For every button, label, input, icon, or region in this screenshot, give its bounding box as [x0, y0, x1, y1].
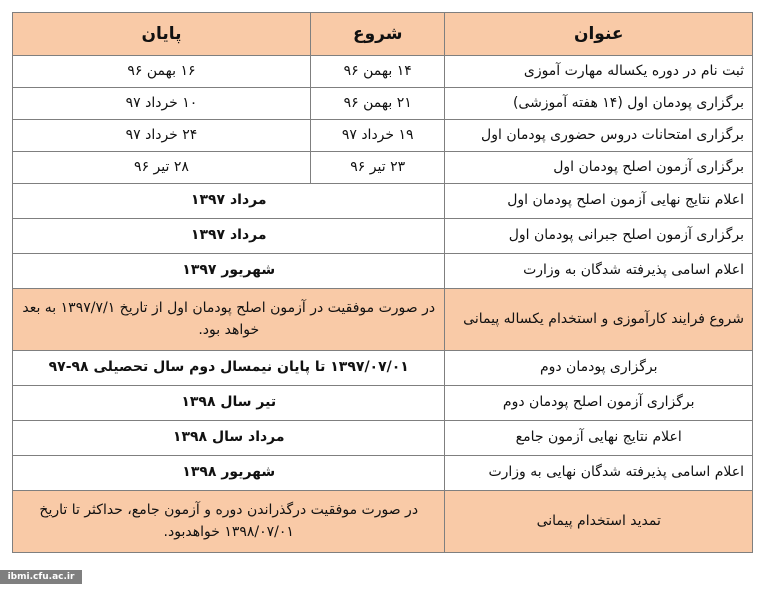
- row-title: ثبت نام در دوره یکساله مهارت آموزی: [445, 56, 753, 88]
- header-end: پایان: [13, 13, 311, 56]
- table-row: [13, 456, 753, 491]
- row-start: ۱۴ بهمن ۹۶: [310, 56, 445, 88]
- row-date: مرداد ۱۳۹۷: [13, 184, 445, 219]
- table-row: [13, 88, 753, 120]
- row-end: ۱۶ بهمن ۹۶: [13, 56, 311, 88]
- table-row: [13, 152, 753, 184]
- watermark-label: ibmi.cfu.ac.ir: [0, 570, 82, 584]
- table-row: [13, 351, 753, 386]
- row-title: برگزاری امتحانات دروس حضوری پودمان اول: [445, 120, 753, 152]
- row-start: ۲۳ تیر ۹۶: [310, 152, 445, 184]
- row-title: برگزاری پودمان دوم: [445, 351, 753, 386]
- row-title: اعلام اسامی پذیرفته شدگان به وزارت: [445, 254, 753, 289]
- header-start: شروع: [310, 13, 445, 56]
- row-end: ۲۴ خرداد ۹۷: [13, 120, 311, 152]
- row-date: مرداد ۱۳۹۷: [13, 219, 445, 254]
- row-title: اعلام اسامی پذیرفته شدگان نهایی به وزارت: [445, 456, 753, 491]
- table-row: [13, 386, 753, 421]
- row-note: در صورت موفقیت در آزمون اصلح پودمان اول از تاریخ ۱۳۹۷/۷/۱ به بعد خواهد بود.: [13, 289, 445, 351]
- table-row: [13, 56, 753, 88]
- row-title: تمدید استخدام پیمانی: [445, 491, 753, 553]
- row-title: برگزاری پودمان اول (۱۴ هفته آموزشی): [445, 88, 753, 120]
- table-row: [13, 184, 753, 219]
- row-title: برگزاری آزمون اصلح پودمان اول: [445, 152, 753, 184]
- row-date: ۱۳۹۷/۰۷/۰۱ تا پایان نیمسال دوم سال تحصیلی ۹۸-۹۷: [13, 351, 445, 386]
- row-title: برگزاری آزمون اصلح جبرانی پودمان اول: [445, 219, 753, 254]
- row-date: شهریور ۱۳۹۷: [13, 254, 445, 289]
- table-row: [13, 289, 753, 351]
- table-row: [13, 491, 753, 553]
- row-start: ۲۱ بهمن ۹۶: [310, 88, 445, 120]
- row-end: ۲۸ تیر ۹۶: [13, 152, 311, 184]
- table-row: [13, 219, 753, 254]
- row-title: اعلام نتایج نهایی آزمون اصلح پودمان اول: [445, 184, 753, 219]
- schedule-table: [12, 12, 753, 553]
- header-title: عنوان: [445, 13, 753, 56]
- row-title: شروع فرایند کارآموزی و استخدام یکساله پیمانی: [445, 289, 753, 351]
- row-note: در صورت موفقیت درگذراندن دوره و آزمون جامع، حداکثر تا تاریخ ۱۳۹۸/۰۷/۰۱ خواهدبود.: [13, 491, 445, 553]
- table-row: [13, 254, 753, 289]
- row-end: ۱۰ خرداد ۹۷: [13, 88, 311, 120]
- header-row: [13, 13, 753, 56]
- row-title: برگزاری آزمون اصلح پودمان دوم: [445, 386, 753, 421]
- row-date: شهریور ۱۳۹۸: [13, 456, 445, 491]
- row-title: اعلام نتایج نهایی آزمون جامع: [445, 421, 753, 456]
- table-row: [13, 120, 753, 152]
- table-row: [13, 421, 753, 456]
- row-date: تیر سال ۱۳۹۸: [13, 386, 445, 421]
- row-start: ۱۹ خرداد ۹۷: [310, 120, 445, 152]
- row-date: مرداد سال ۱۳۹۸: [13, 421, 445, 456]
